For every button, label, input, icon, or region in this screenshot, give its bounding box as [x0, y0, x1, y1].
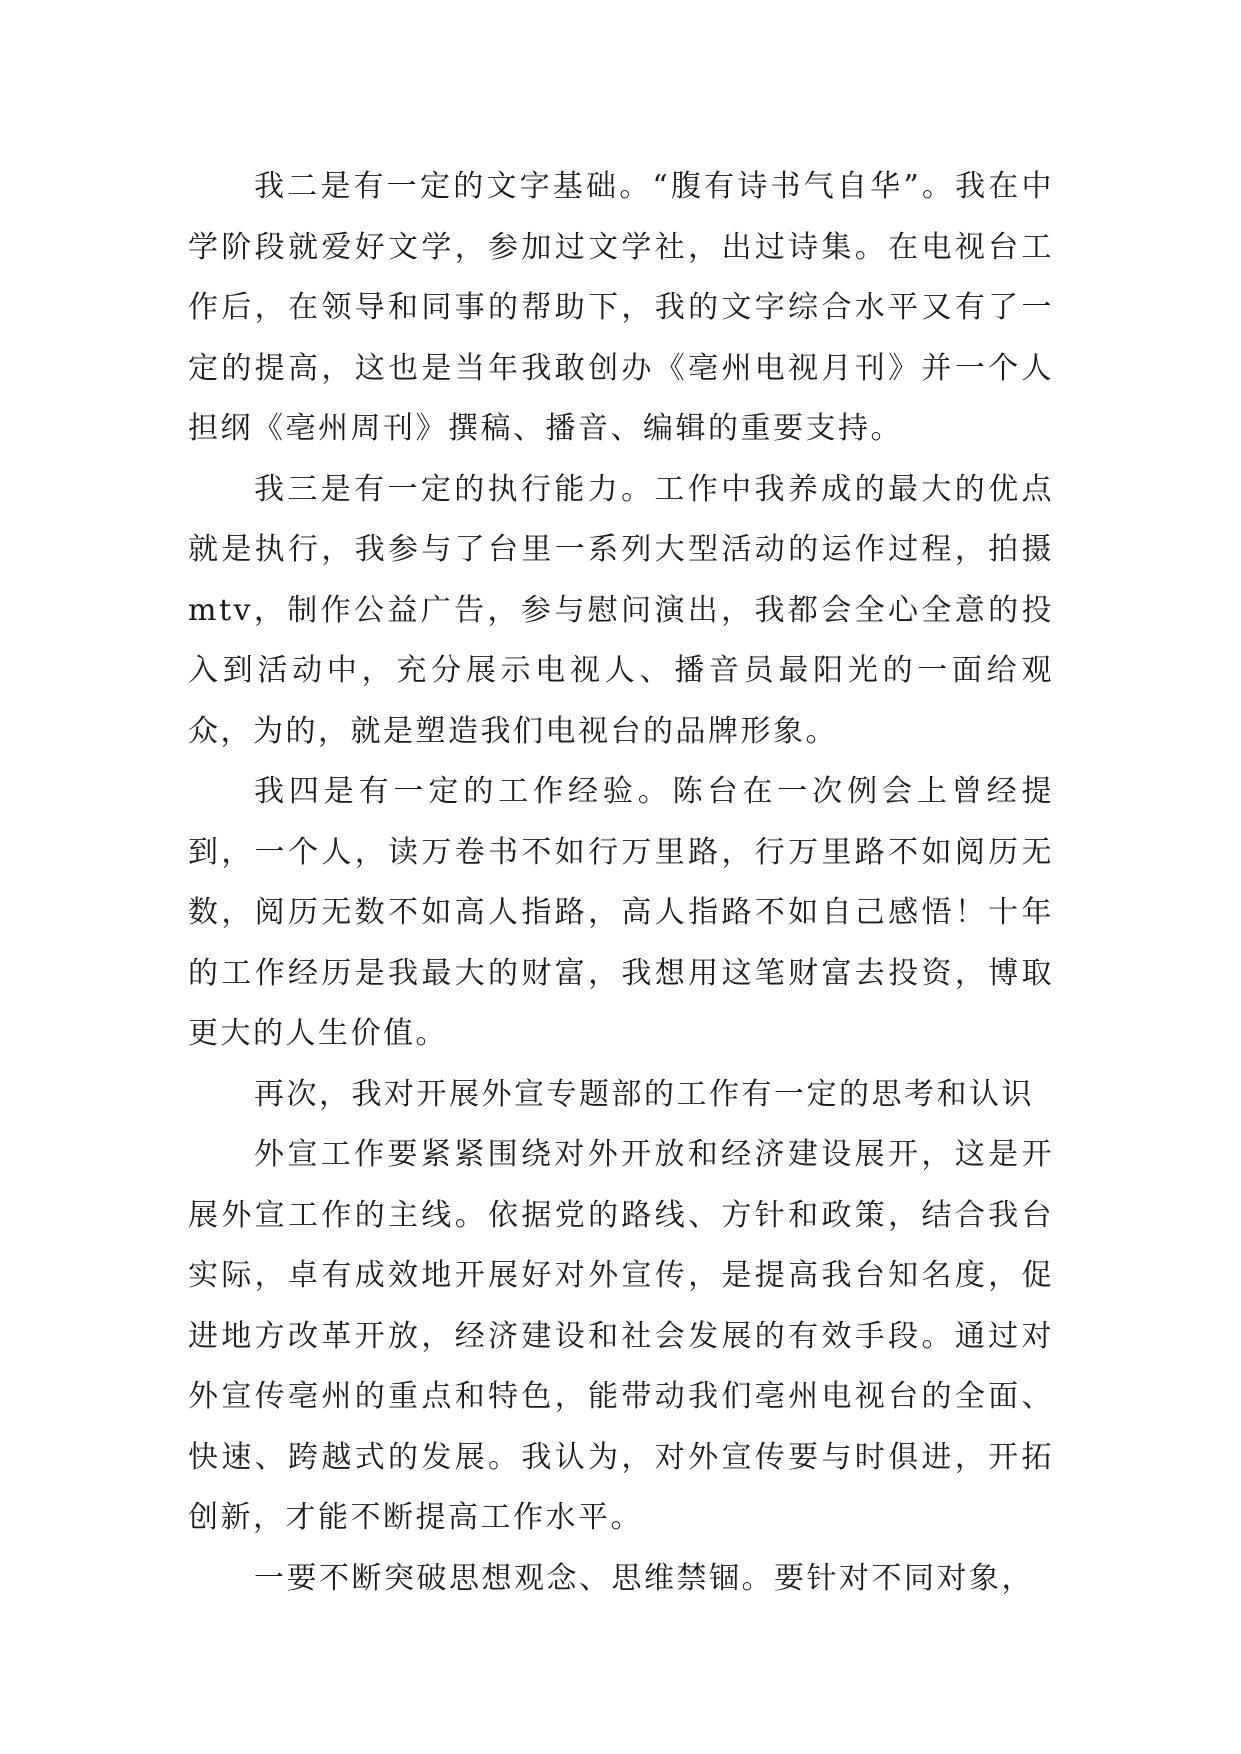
paragraph-execution-ability: 我三是有一定的执行能力。工作中我养成的最大的优点就是执行，我参与了台里一系列大型活动的运作过程，拍摄mtv，制作公益广告，参与慰问演出，我都会全心全意的投入到活动中，充分展示电视人、播音员最阳光的一面给观众，为的，就是塑造我们电视台的品牌形象。	[188, 471, 1054, 749]
paragraph-break-thinking: 一要不断突破思想观念、思维禁锢。要针对不同对象，	[254, 1560, 1034, 1596]
paragraph-external-publicity: 外宣工作要紧紧围绕对外开放和经济建设展开，这是开展外宣工作的主线。依据党的路线、方针和政策，结合我台实际，卓有成效地开展好对外宣传，是提高我台知名度，促进地方改革开放，经济建设和社会发展的有效手段。通过对外宣传亳州的重点和特色，能带动我们亳州电视台的全面、快速、跨越式的发展。我认为，对外宣传要与时俱进，开拓创新，才能不断提高工作水平。	[188, 1137, 1054, 1535]
paragraph-writing-foundation: 我二是有一定的文字基础。“腹有诗书气自华”。我在中学阶段就爱好文学，参加过文学社，出过诗集。在电视台工作后，在领导和同事的帮助下，我的文字综合水平又有了一定的提高，这也是当年我敢创办《亳州电视月刊》并一个人担纲《亳州周刊》撰稿、播音、编辑的重要支持。	[188, 169, 1054, 446]
paragraph-section-heading: 再次，我对开展外宣专题部的工作有一定的思考和认识	[254, 1076, 1034, 1112]
document-body	[188, 157, 1054, 1609]
paragraph-work-experience: 我四是有一定的工作经验。陈台在一次例会上曾经提到，一个人，读万卷书不如行万里路，行万里路不如阅历无数，阅历无数不如高人指路，高人指路不如自己感悟！十年的工作经历是我最大的财富，我想用这笔财富去投资，博取更大的人生价值。	[188, 774, 1054, 1051]
